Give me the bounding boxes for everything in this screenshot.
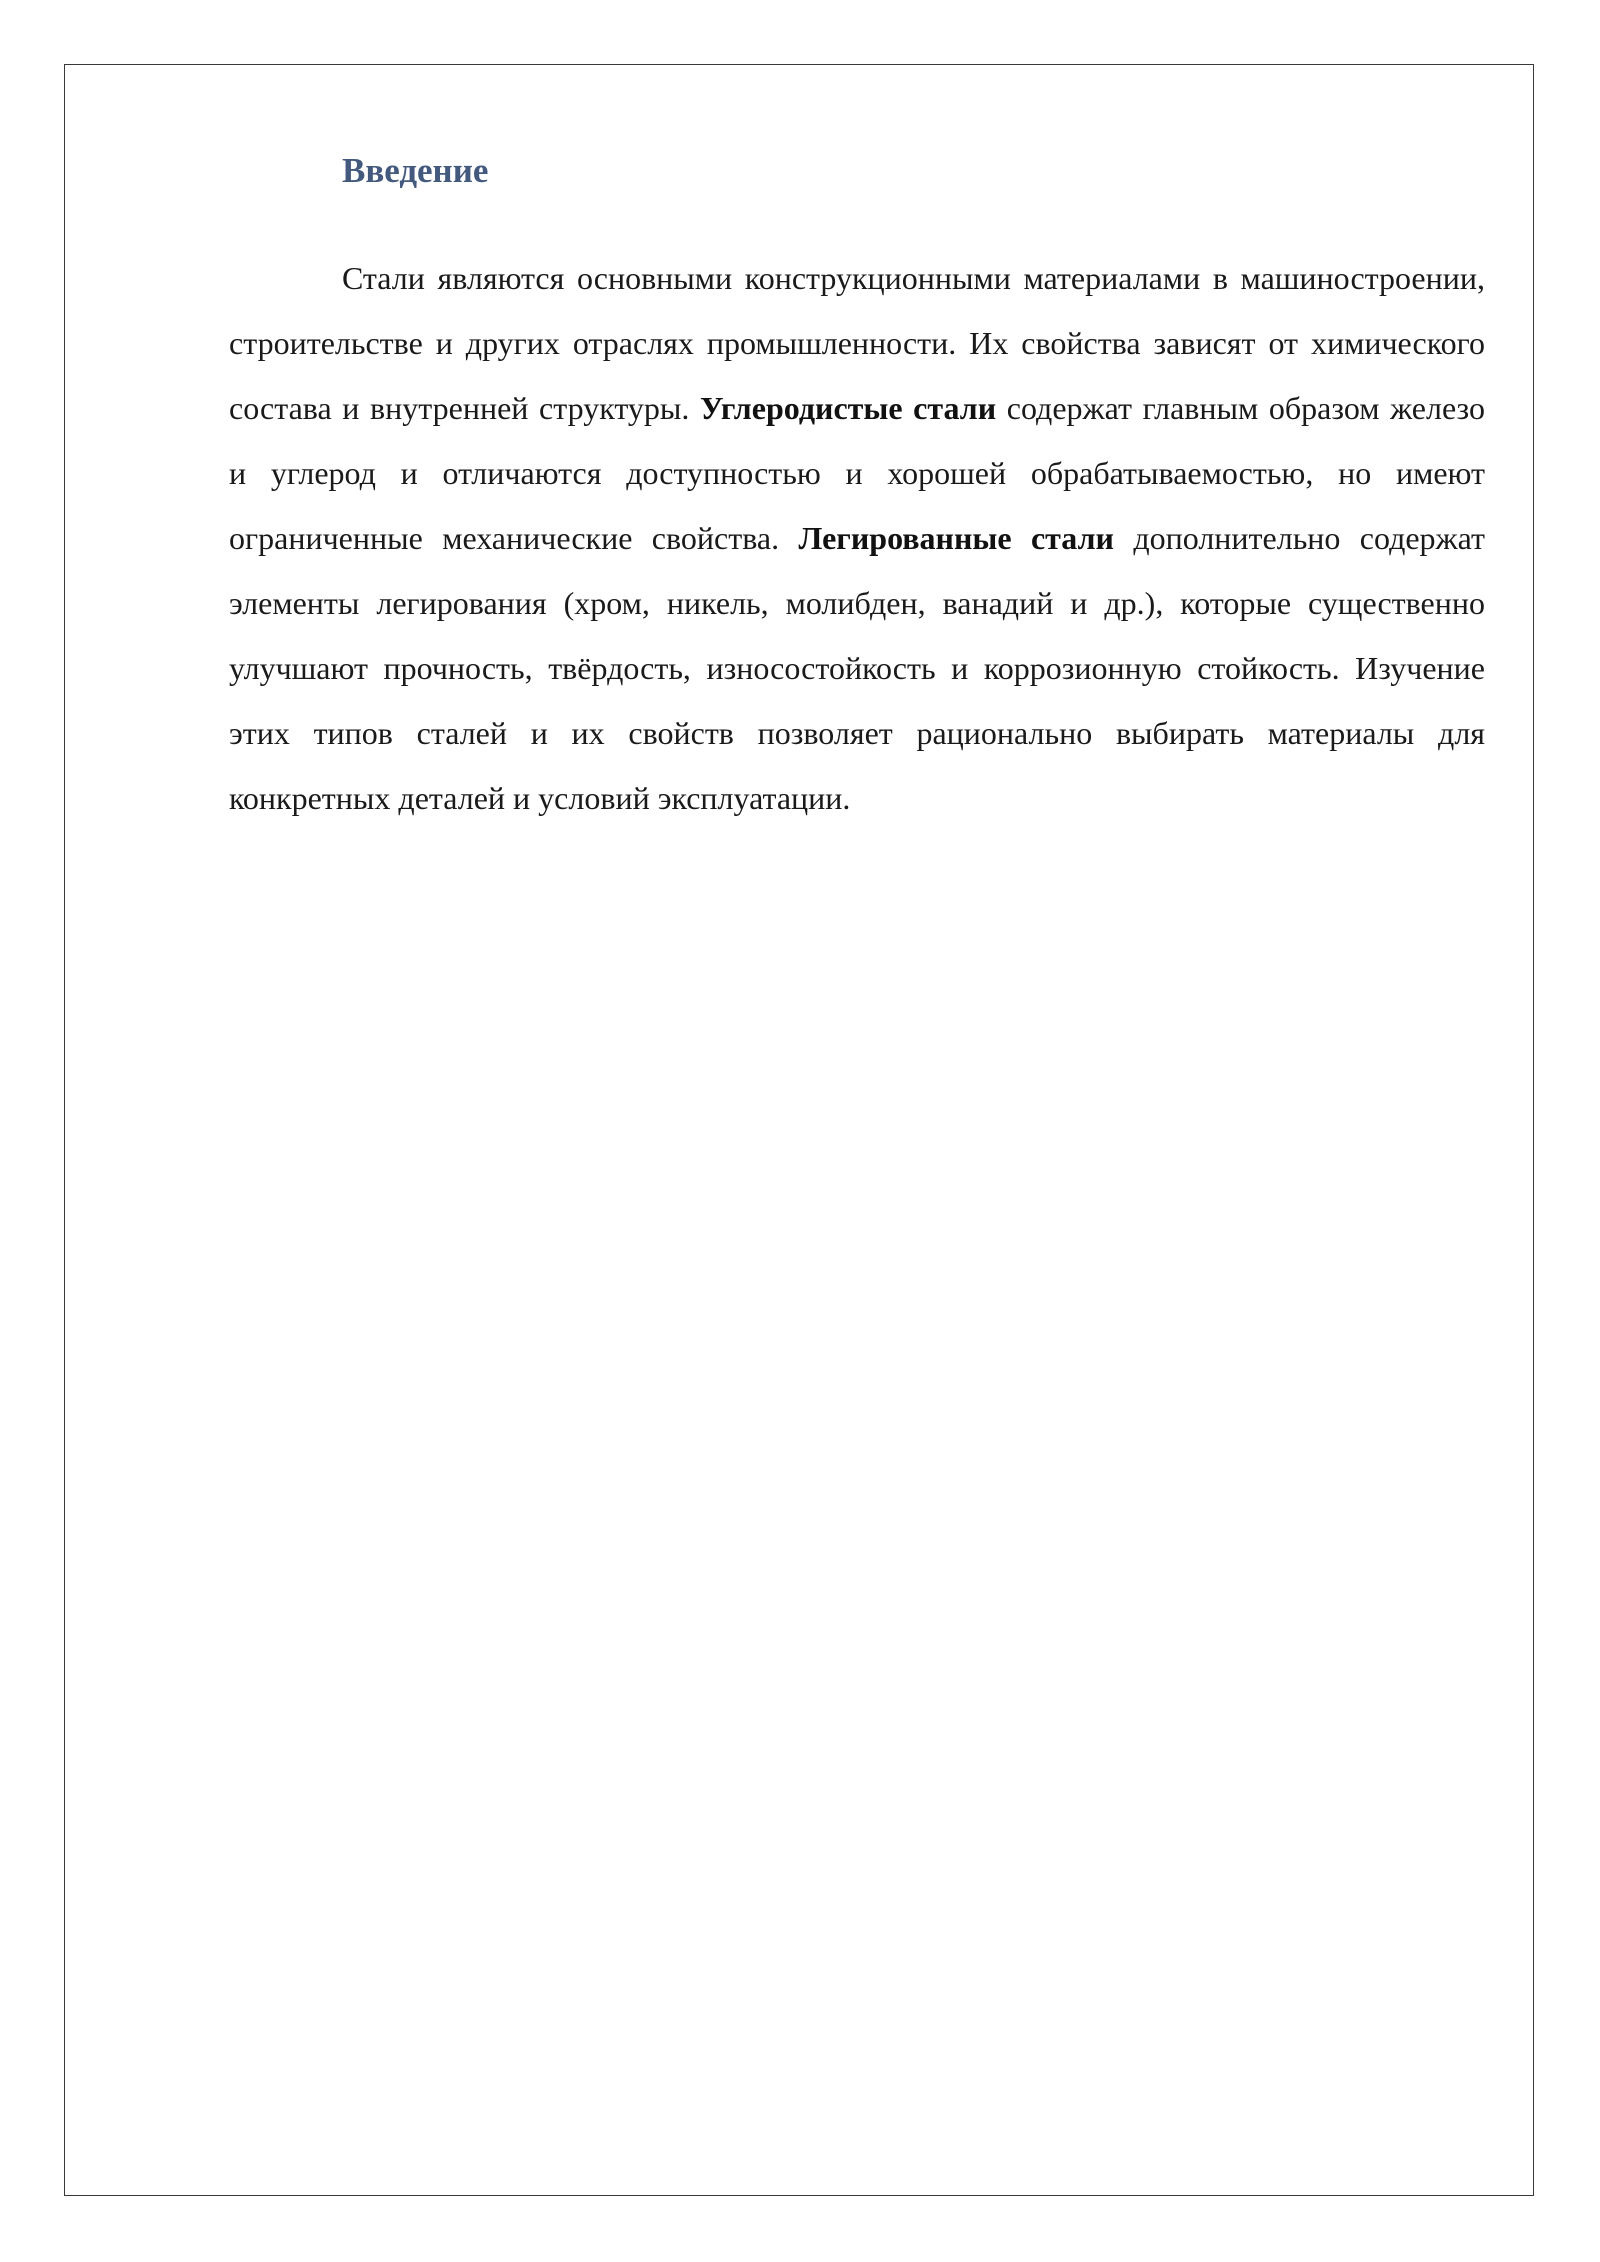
- paragraph-text-3: дополнительно содержат элементы легирования (хром, никель, молибден, ванадий и др.), которые существенно улучшают прочность, твёрдость, износостойкость и коррозионную стойкость. Изучение этих типов сталей и их свойств позволяет рационально выбирать материалы для конкретных деталей и условий эксплуатации.: [229, 520, 1486, 816]
- paragraph-text-1: Стали являются основными конструкционными материалами в машиностроении, строительстве и других отраслях промышленности. Их свойства зависят от химического состава и внутренней структуры.: [229, 260, 1485, 426]
- term-carbon-steels: Углеродистые стали: [700, 390, 997, 426]
- intro-paragraph: [229, 246, 1485, 831]
- paragraph-text-2: содержат главным образом железо и углерод и отличаются доступностью и хорошей обрабатываемостью, но имеют ограниченные механические свойства.: [229, 390, 1486, 556]
- term-alloy-steels: Легированные стали: [798, 520, 1114, 556]
- section-heading: Введение: [342, 151, 489, 190]
